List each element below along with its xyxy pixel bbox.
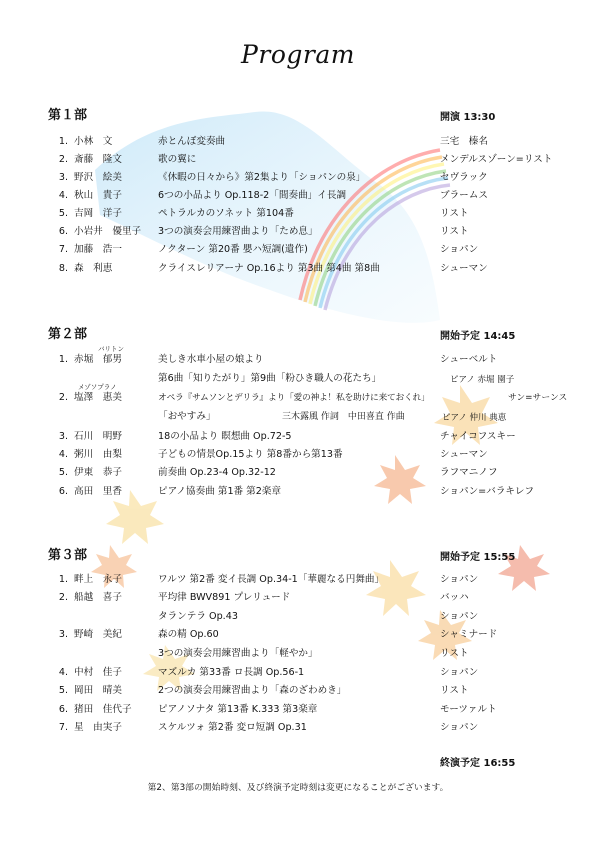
composer: リスト	[440, 648, 469, 659]
piece-title: 6つの小品より Op.118-2「間奏曲」イ長調	[158, 190, 347, 201]
item-number: 6.	[58, 486, 68, 497]
end-time: 終演予定 16:55	[440, 758, 516, 769]
piece-title: ペトラルカのソネット 第104番	[158, 208, 294, 219]
section-time: 開演 13:30	[440, 112, 496, 123]
item-number: 4.	[58, 449, 68, 460]
section-heading: 第１部	[48, 108, 88, 123]
composer: ラフマニノフ	[440, 467, 498, 478]
performer-name: 粥川 由梨	[74, 449, 122, 460]
composer: シューベルト	[440, 354, 498, 365]
composer: ブラームス	[440, 190, 488, 201]
performer-name: 赤堀 郁男	[74, 354, 122, 365]
item-number: 5.	[58, 467, 68, 478]
section-time: 開始予定 15:55	[440, 552, 516, 563]
piece-title: 《休暇の日々から》第2集より「ショパンの泉」	[158, 172, 366, 183]
composer: ショパン	[440, 667, 479, 678]
piece-title: クライスレリアーナ Op.16より 第3曲 第4曲 第8曲	[158, 263, 380, 274]
item-number: 2.	[58, 392, 68, 403]
performer-name: 野崎 美紀	[74, 629, 122, 640]
composer: ショパン	[440, 574, 479, 585]
piece-title: 前奏曲 Op.23-4 Op.32-12	[158, 467, 276, 478]
item-number: 7.	[58, 244, 68, 255]
composer: ショパン=バラキレフ	[440, 486, 535, 497]
item-number: 4.	[58, 667, 68, 678]
piece-title: 「おやすみ」	[158, 411, 216, 422]
page-title: Program	[241, 40, 355, 69]
piece-title: 平均律 BWV891 プレリュード	[158, 592, 291, 603]
piece-title: 森の精 Op.60	[158, 629, 219, 640]
accompanist: ピアノ 仲川 典恵	[442, 413, 507, 423]
performer-name: 伊東 恭子	[74, 467, 122, 478]
performer-name: 森 利恵	[74, 263, 113, 274]
performer-name: 猪田 佳代子	[74, 704, 132, 715]
composer: バッハ	[440, 592, 469, 603]
piece-title: ピアノソナタ 第13番 K.333 第3楽章	[158, 704, 318, 715]
item-number: 3.	[58, 431, 68, 442]
composer: ショパン	[440, 722, 479, 733]
piece-title: オペラ『サムソンとデリラ』より「愛の神よ！私を助けに来ておくれ」	[158, 393, 430, 403]
performer-name: 船越 喜子	[74, 592, 122, 603]
item-number: 5.	[58, 685, 68, 696]
performer-name: 中村 佳子	[74, 667, 122, 678]
composer: セヴラック	[440, 172, 488, 183]
piece-title: 美しき水車小屋の娘より	[158, 354, 264, 365]
performer-name: 斎藤 隆文	[74, 154, 122, 165]
piece-title: ワルツ 第2番 変イ長調 Op.34-1「華麗なる円舞曲」	[158, 574, 385, 585]
performer-name: 野沢 絵美	[74, 172, 122, 183]
item-number: 2.	[58, 592, 68, 603]
piece-title: 歌の翼に	[158, 154, 197, 165]
piece-title: 2つの演奏会用練習曲より「森のざわめき」	[158, 685, 347, 696]
section-heading: 第３部	[48, 548, 88, 563]
performer-name: 岡田 晴美	[74, 685, 122, 696]
piece-title: タランテラ Op.43	[158, 611, 238, 622]
composer: リスト	[440, 685, 469, 696]
composer: シューマン	[440, 449, 488, 460]
piece-title: ピアノ協奏曲 第1番 第2楽章	[158, 486, 282, 497]
item-number: 4.	[58, 190, 68, 201]
composer: メンデルスゾーン=リスト	[440, 154, 553, 165]
performer-name: 小林 文	[74, 136, 113, 147]
piece-title: 3つの演奏会用練習曲より「軽やか」	[158, 648, 318, 659]
voice-part-label: バリトン	[98, 345, 124, 353]
item-number: 3.	[58, 629, 68, 640]
composer: 三宅 榛名	[440, 136, 488, 147]
section-time: 開始予定 14:45	[440, 331, 516, 342]
piece-title: 子どもの情景Op.15より 第8番から第13番	[158, 449, 343, 460]
performer-name: 小岩井 優里子	[74, 226, 142, 237]
piece-title: 第6曲「知りたがり」第9曲「粉ひき職人の花たち」	[158, 373, 382, 384]
item-number: 6.	[58, 704, 68, 715]
voice-part-label: メゾソプラノ	[78, 383, 117, 391]
piece-title: 赤とんぼ変奏曲	[158, 136, 226, 147]
performer-name: 加藤 浩一	[74, 244, 122, 255]
composer: シューマン	[440, 263, 488, 274]
composer: ショパン	[440, 244, 479, 255]
item-number: 7.	[58, 722, 68, 733]
composer: リスト	[440, 208, 469, 219]
composer: サン=サーンス	[508, 393, 568, 403]
item-number: 1.	[58, 354, 68, 365]
piece-title: スケルツォ 第2番 変ロ短調 Op.31	[158, 722, 307, 733]
lyricist-composer-credit: 三木露風 作詞 中田喜直 作曲	[282, 412, 405, 422]
piece-title: 18の小品より 瞑想曲 Op.72-5	[158, 431, 292, 442]
item-number: 8.	[58, 263, 68, 274]
performer-name: 秋山 貴子	[74, 190, 122, 201]
accompanist: ピアノ 赤堀 園子	[450, 375, 515, 385]
composer: シャミナード	[440, 629, 498, 640]
section-heading: 第２部	[48, 327, 88, 342]
item-number: 1.	[58, 136, 68, 147]
footer-note: 第2、第3部の開始時刻、及び終演予定時刻は変更になることがございます。	[147, 783, 449, 793]
composer: ショパン	[440, 611, 479, 622]
piece-title: ノクターン 第20番 嬰ハ短調(遺作)	[158, 244, 308, 255]
performer-name: 石川 明野	[74, 431, 122, 442]
item-number: 2.	[58, 154, 68, 165]
performer-name: 塩澤 惠美	[74, 392, 122, 403]
item-number: 3.	[58, 172, 68, 183]
item-number: 6.	[58, 226, 68, 237]
composer: モーツァルト	[440, 704, 497, 715]
performer-name: 星 由実子	[74, 722, 122, 733]
item-number: 1.	[58, 574, 68, 585]
performer-name: 畔上 永子	[74, 574, 122, 585]
piece-title: 3つの演奏会用練習曲より「ため息」	[158, 226, 318, 237]
performer-name: 吉岡 洋子	[74, 208, 122, 219]
composer: チャイコフスキー	[440, 431, 516, 442]
composer: リスト	[440, 226, 469, 237]
piece-title: マズルカ 第33番 ロ長調 Op.56-1	[158, 667, 305, 678]
item-number: 5.	[58, 208, 68, 219]
performer-name: 高田 里香	[74, 486, 122, 497]
